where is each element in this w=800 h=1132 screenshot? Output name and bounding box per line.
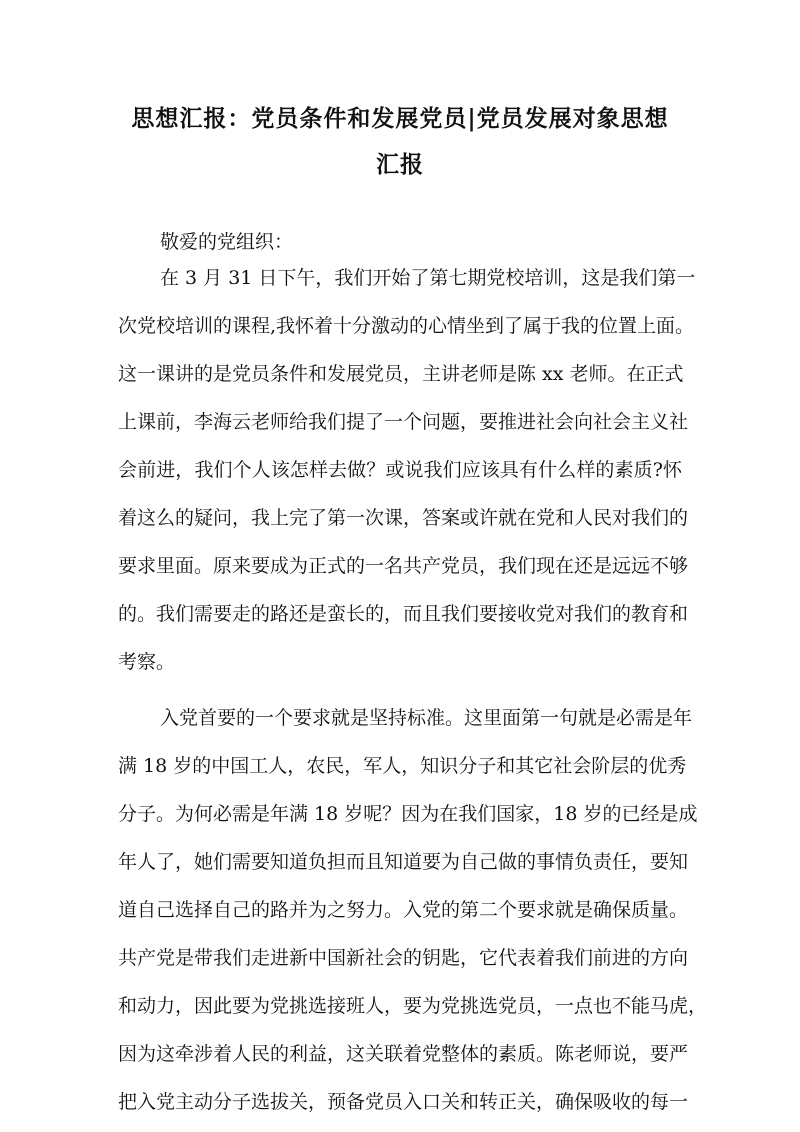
- paragraph-2-line: 和动力，因此要为党挑选接班人，要为党挑选党员，一点也不能马虎，: [118, 995, 708, 1017]
- paragraph-1-line: 考察。: [118, 651, 176, 673]
- paragraph-1-line: 次党校培训的课程,我怀着十分激动的心情坐到了属于我的位置上面。: [118, 315, 695, 337]
- paragraph-1-line: 着这么的疑问，我上完了第一次课，答案或许就在党和人民对我们的: [118, 507, 689, 529]
- paragraph-2-line: 满 18 岁的中国工人，农民，军人，知识分子和其它社会阶层的优秀: [118, 755, 687, 777]
- paragraph-1-line: 这一课讲的是党员条件和发展党员，主讲老师是陈 xx 老师。在正式: [118, 363, 684, 385]
- paragraph-2-line: 年人了，她们需要知道负担而且知道要为自己做的事情负责任，要知: [118, 851, 689, 873]
- paragraph-1-line: 要求里面。原来要成为正式的一名共产党员，我们现在还是远远不够: [118, 555, 689, 577]
- paragraph-2-line: 分子。为何必需是年满 18 岁呢？因为在我们国家，18 岁的已经是成: [118, 803, 698, 825]
- paragraph-2-line: 道自己选择自己的路并为之努力。入党的第二个要求就是确保质量。: [118, 899, 689, 921]
- paragraph-1-line: 会前进，我们个人该怎样去做？或说我们应该具有什么样的素质?怀: [118, 459, 682, 481]
- paragraph-1-line: 在 3 月 31 日下午，我们开始了第七期党校培训，这是我们第一: [160, 267, 696, 289]
- salutation: 敬爱的党组织：: [160, 231, 294, 253]
- paragraph-2-line: 因为这牵涉着人民的利益，这关联着党整体的素质。陈老师说，要严: [118, 1043, 689, 1065]
- document-title-line-2: 汇报: [376, 151, 424, 178]
- paragraph-2-line: 入党首要的一个要求就是坚持标准。这里面第一句就是必需是年: [160, 707, 693, 729]
- paragraph-2-line: 把入党主动分子选拔关，预备党员入口关和转正关，确保吸收的每一: [118, 1091, 689, 1113]
- paragraph-1-line: 的。我们需要走的路还是蛮长的，而且我们要接收党对我们的教育和: [118, 603, 689, 625]
- paragraph-1-line: 上课前，李海云老师给我们提了一个问题，要推进社会向社会主义社: [118, 411, 689, 433]
- document-title-line-1: 思想汇报：党员条件和发展党员|党员发展对象思想: [131, 105, 669, 132]
- paragraph-2-line: 共产党是带我们走进新中国新社会的钥匙，它代表着我们前进的方向: [118, 947, 689, 969]
